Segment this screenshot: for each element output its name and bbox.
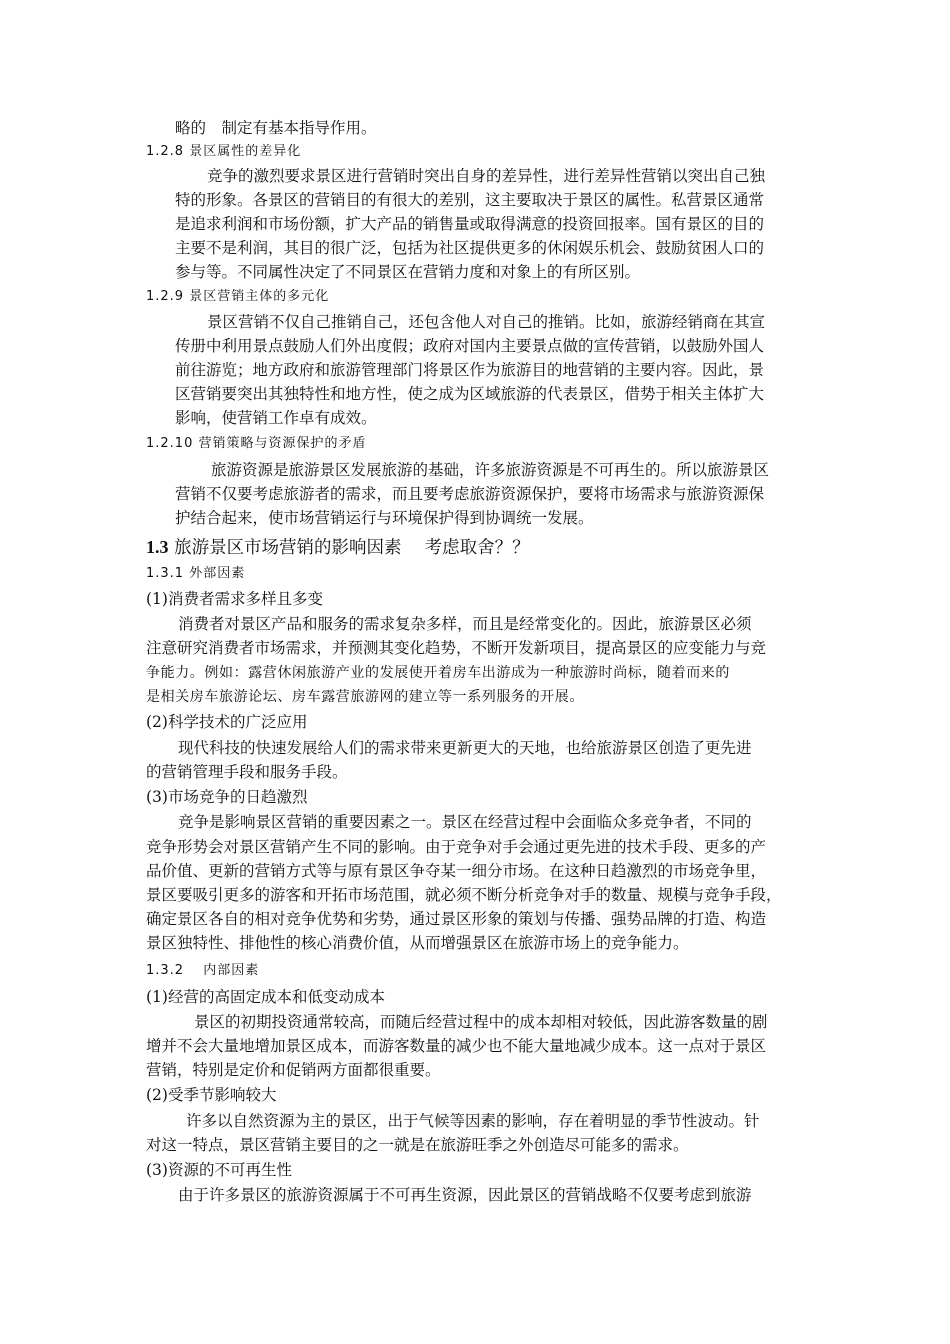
paragraph-line: 竞争是影响景区营销的重要因素之一。景区在经营过程中会面临众多竞争者，不同的: [178, 813, 752, 831]
paragraph-line: 旅游资源是旅游景区发展旅游的基础，许多旅游资源是不可再生的。所以旅游景区: [211, 461, 770, 479]
paragraph-line: 现代科技的快速发展给人们的需求带来更新更大的天地，也给旅游景区创造了更先进: [178, 739, 752, 757]
subsection-heading: (1)消费者需求多样且多变: [146, 590, 323, 608]
paragraph-line: 品价值、更新的营销方式等与原有景区争夺某一细分市场。在这种日趋激烈的市场竞争里，: [146, 862, 767, 880]
section-number: 1.3: [146, 537, 169, 557]
paragraph-line: 是相关房车旅游论坛、房车露营旅游网的建立等一系列服务的开展。: [146, 689, 584, 705]
subsection-heading: (1)经营的高固定成本和低变动成本: [146, 988, 385, 1006]
paragraph-line: 对这一特点，景区营销主要目的之一就是在旅游旺季之外创造尽可能多的需求。: [146, 1136, 689, 1154]
paragraph-line: 确定景区各自的相对竞争优势和劣势，通过景区形象的策划与传播、强势品牌的打造、构造: [146, 910, 767, 928]
paragraph-line: 景区的初期投资通常较高，而随后经营过程中的成本却相对较低，因此游客数量的剧: [194, 1013, 768, 1031]
section-heading-1-2-8: 1.2.8 景区属性的差异化: [146, 144, 302, 159]
subsection-heading: (2)科学技术的广泛应用: [146, 713, 308, 731]
paragraph-line: 景区独特性、排他性的核心消费价值，从而增强景区在旅游市场上的竞争能力。: [146, 934, 689, 952]
paragraph-line: 营销，特别是定价和促销两方面都很重要。: [146, 1061, 441, 1079]
subsection-heading: (2)受季节影响较大: [146, 1086, 277, 1104]
section-heading-1-2-10: 1.2.10 营销策略与资源保护的矛盾: [146, 436, 367, 451]
paragraph-line: 竞争的激烈要求景区进行营销时突出自身的差异性，进行差异性营销以突出自己独: [207, 167, 766, 185]
paragraph-line: 景区要吸引更多的游客和开拓市场范围，就必须不断分析竞争对手的数量、规模与竞争手段，: [146, 886, 782, 904]
paragraph-line: 增并不会大量地增加景区成本，而游客数量的减少也不能大量地减少成本。这一点对于景区: [146, 1037, 767, 1055]
paragraph-line: 许多以自然资源为主的景区，出于气候等因素的影响，存在着明显的季节性波动。针: [186, 1112, 760, 1130]
paragraph-line: 影响，使营销工作卓有成效。: [175, 409, 377, 427]
paragraph-line: 争能力。例如：露营休闲旅游产业的发展使开着房车出游成为一种旅游时尚标，随着而来的: [146, 665, 730, 681]
paragraph-line: 前往游览；地方政府和旅游管理部门将景区作为旅游目的地营销的主要内容。因此，景: [175, 361, 765, 379]
paragraph-line: 注意研究消费者市场需求，并预测其变化趋势，不断开发新项目，提高景区的应变能力与竞: [146, 639, 767, 657]
subsection-heading: (3)市场竞争的日趋激烈: [146, 788, 308, 806]
paragraph-line: 主要不是利润，其目的很广泛，包括为社区提供更多的休闲娱乐机会、鼓励贫困人口的: [175, 239, 765, 257]
paragraph-line: 竞争形势会对景区营销产生不同的影响。由于竞争对手会通过更先进的技术手段、更多的产: [146, 838, 767, 856]
subsection-heading: (3)资源的不可再生性: [146, 1161, 292, 1179]
paragraph-line: 区营销要突出其独特性和地方性，使之成为区域旅游的代表景区，借势于相关主体扩大: [175, 385, 765, 403]
paragraph-line: 是追求利润和市场份额，扩大产品的销售量或取得满意的投资回报率。国有景区的目的: [175, 215, 765, 233]
section-heading-1-3-1: 1.3.1 外部因素: [146, 566, 246, 581]
section-title: 旅游景区市场营销的影响因素 考虑取舍？？: [168, 538, 530, 558]
section-heading-1-2-9: 1.2.9 景区营销主体的多元化: [146, 289, 330, 304]
paragraph-line: 由于许多景区的旅游资源属于不可再生资源，因此景区的营销战略不仅要考虑到旅游: [178, 1186, 752, 1204]
paragraph-line: 景区营销不仅自己推销自己，还包含他人对自己的推销。比如，旅游经销商在其宣: [207, 313, 766, 331]
paragraph-line: 传册中利用景点鼓励人们外出度假；政府对国内主要景点做的宣传营销，以鼓励外国人: [175, 337, 765, 355]
paragraph-line: 参与等。不同属性决定了不同景区在营销力度和对象上的有所区别。: [175, 263, 641, 281]
paragraph-line: 消费者对景区产品和服务的需求复杂多样，而且是经常变化的。因此，旅游景区必须: [178, 615, 752, 633]
paragraph-line: 护结合起来，使市场营销运行与环境保护得到协调统一发展。: [175, 509, 594, 527]
section-heading-1-3: [146, 536, 530, 559]
paragraph-line: 营销不仅要考虑旅游者的需求，而且要考虑旅游资源保护，要将市场需求与旅游资源保: [175, 485, 765, 503]
paragraph-line: 略的 制定有基本指导作用。: [175, 119, 377, 137]
paragraph-line: 特的形象。各景区的营销目的有很大的差别，这主要取决于景区的属性。私营景区通常: [175, 191, 765, 209]
paragraph-line: 的营销管理手段和服务手段。: [146, 763, 348, 781]
section-heading-1-3-2: 1.3.2 内部因素: [146, 963, 260, 978]
